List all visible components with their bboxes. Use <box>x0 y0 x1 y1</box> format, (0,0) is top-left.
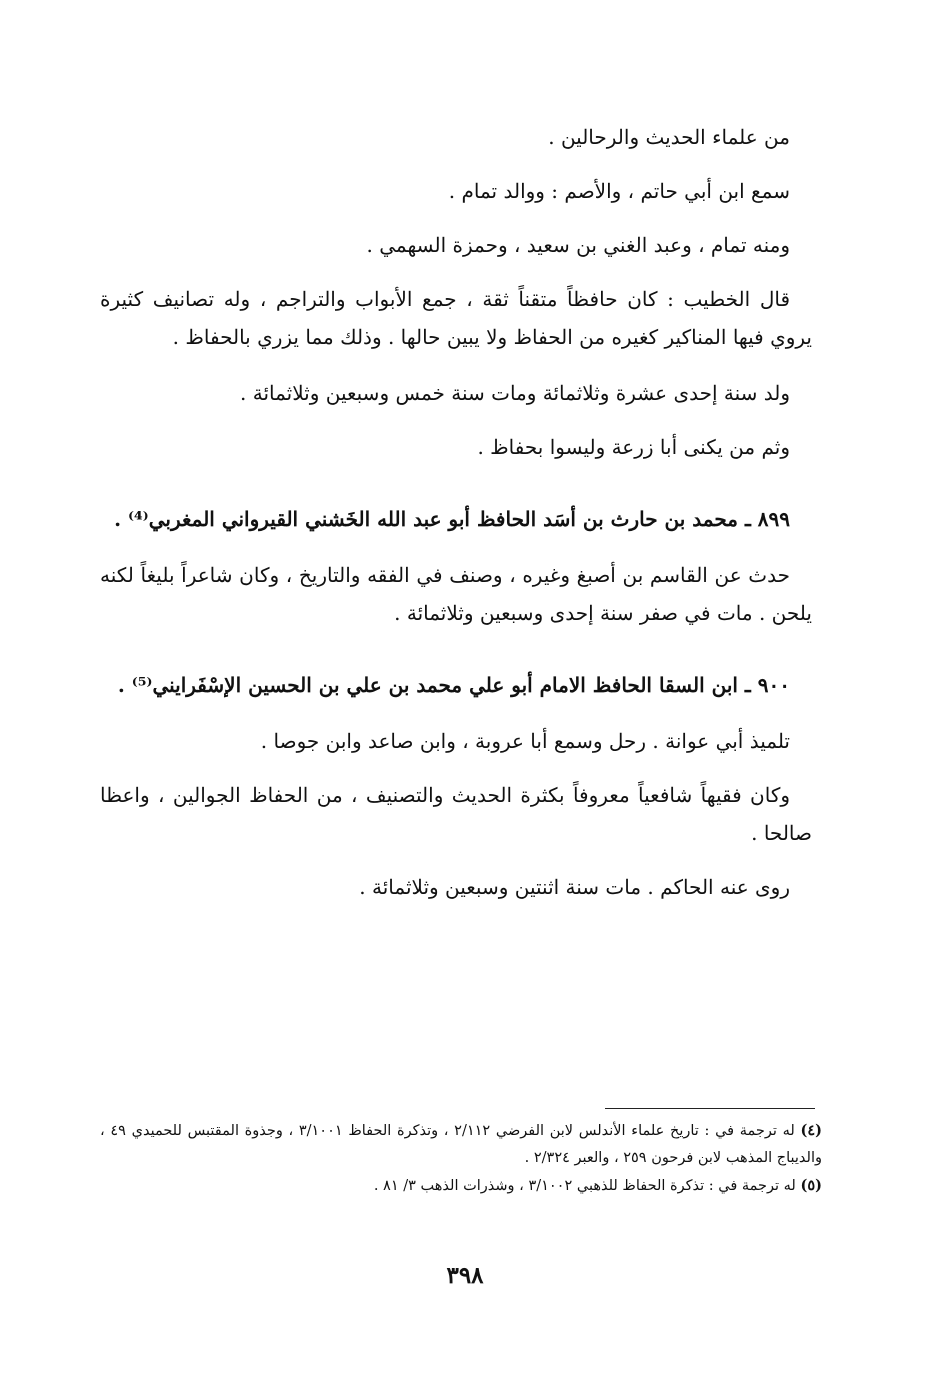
paragraph: تلميذ أبي عوانة . رحل وسمع أبا عروبة ، وابن صاعد وابن جوصا . <box>260 729 790 753</box>
main-text <box>100 118 812 906</box>
footnote-4 <box>100 1117 822 1172</box>
entry-900-heading: ٩٠٠ ـ ابن السقا الحافظ الامام أبو علي محمد بن علي بن الحسين الإسْفَرايني⁽⁵⁾ . <box>117 673 790 697</box>
footnote-number: (٤) <box>800 1122 822 1139</box>
footnote-text: له ترجمة في : تذكرة الحفاظ للذهبي ٣/١٠٠٢ ، وشذرات الذهب ٣/ ٨١ . <box>373 1178 796 1194</box>
paragraph: ومنه تمام ، وعبد الغني بن سعيد ، وحمزة السهمي . <box>366 233 790 257</box>
paragraph: روى عنه الحاكم . مات سنة اثنتين وسبعين وثلاثمائة . <box>359 875 790 899</box>
paragraph: سمع ابن أبي حاتم ، والأصم : ووالد تمام . <box>448 179 790 203</box>
paragraph: من علماء الحديث والرحالين . <box>548 125 790 149</box>
footnote-5 <box>100 1172 822 1200</box>
footnote-text: له ترجمة في : تاريخ علماء الأندلس لابن الفرضي ٢/١١٢ ، وتذكرة الحفاظ ٣/١٠٠١ ، وجذوة المقتبس للحميدي ٤٩ ، والديباج المذهب لابن فرحون ٢٥٩ ، والعبر ٢/٣٢٤ . <box>100 1123 822 1166</box>
paragraph: ولد سنة إحدى عشرة وثلاثمائة ومات سنة خمس وسبعين وثلاثمائة . <box>240 381 790 405</box>
footnote-number: (٥) <box>800 1177 822 1194</box>
entry-899-heading: ٨٩٩ ـ محمد بن حارث بن أسَد الحافظ أبو عبد الله الخَشني القيرواني المغربي⁽⁴⁾ . <box>114 507 790 531</box>
paragraph: قال الخطيب : كان حافظاً متقناً ثقة ، جمع الأبواب والتراجم ، وله تصانيف كثيرة يروي فيها المناكير كغيره من الحفاظ ولا يبين حالها . وذلك مما يزري بالحفاظ . <box>100 287 812 349</box>
paragraph: وكان فقيهاً شافعياً معروفاً بكثرة الحديث والتصنيف ، من الحفاظ الجوالين ، واعظا صالحا . <box>100 783 812 845</box>
page-number: ٣٩٨ <box>446 1262 484 1289</box>
footnotes <box>100 1117 822 1200</box>
footnote-separator <box>605 1108 815 1109</box>
paragraph: وثم من يكنى أبا زرعة وليسوا بحفاظ . <box>477 435 790 459</box>
paragraph: حدث عن القاسم بن أصبغ وغيره ، وصنف في الفقه والتاريخ ، وكان شاعراً بليغاً لكنه يلحن . مات في صفر سنة إحدى وسبعين وثلاثمائة . <box>100 563 812 625</box>
